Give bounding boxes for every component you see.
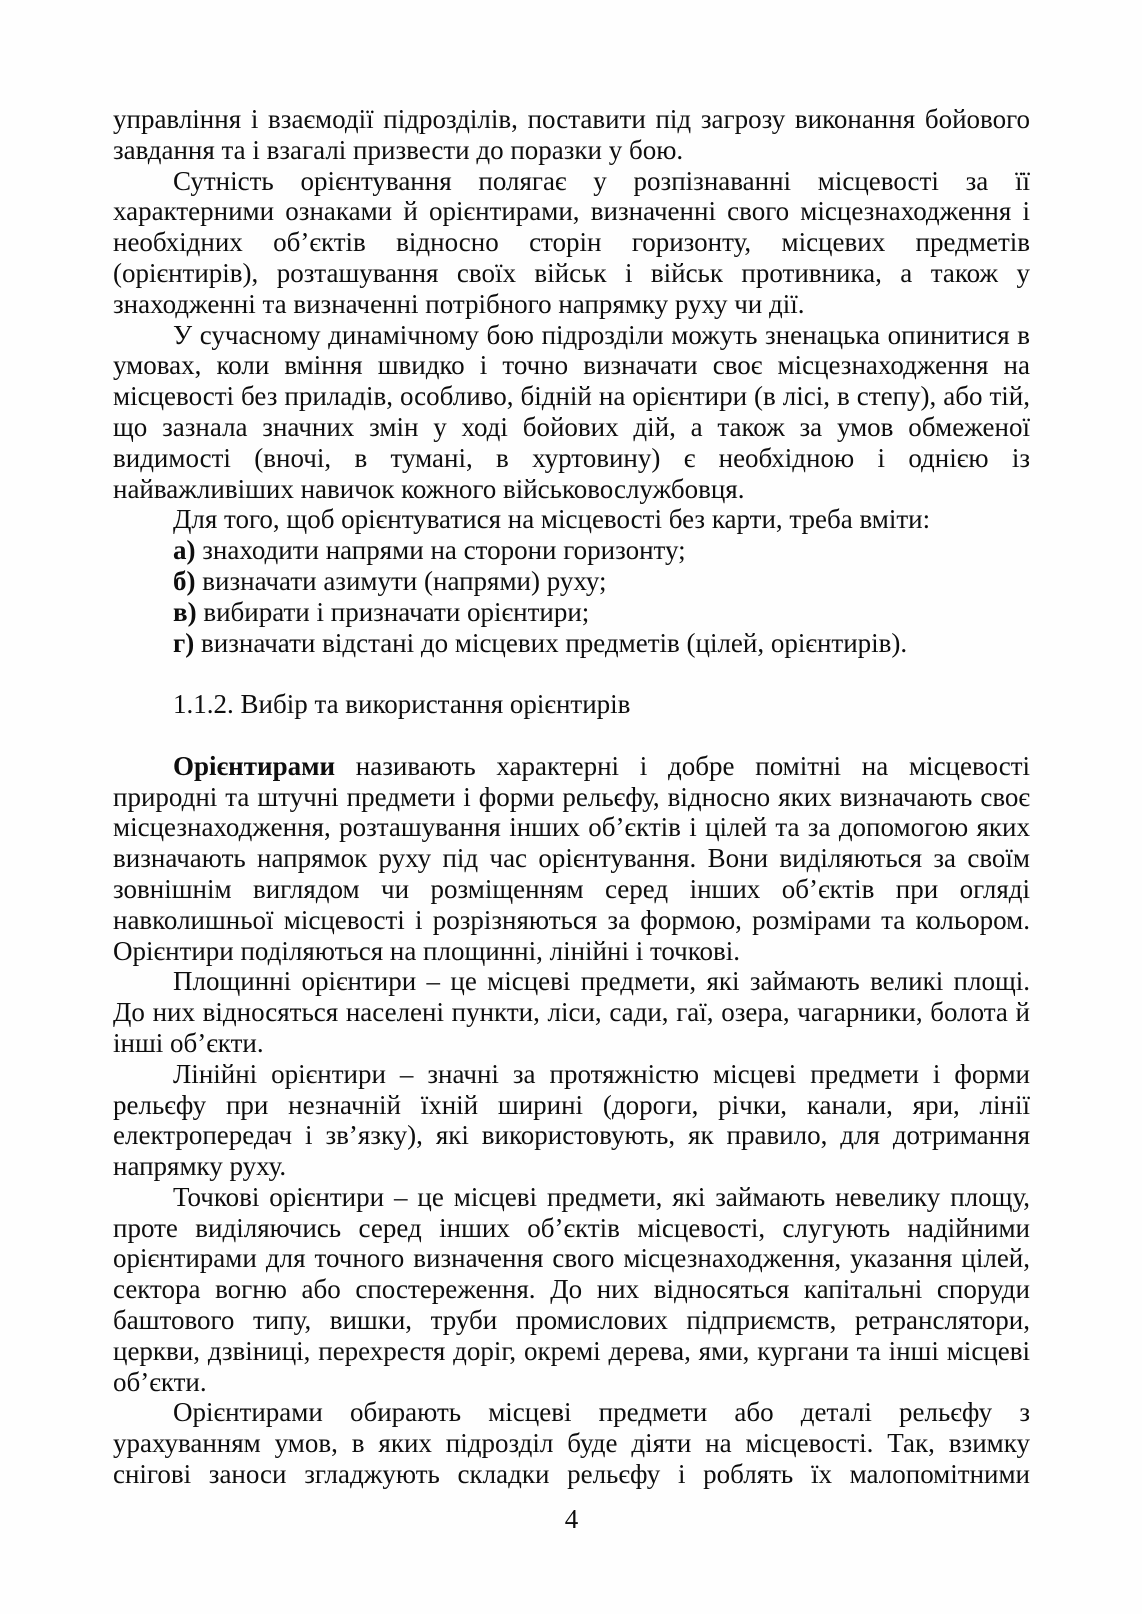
ability-list bbox=[113, 535, 1030, 658]
paragraph-lead-word: Орієнтирами bbox=[173, 750, 336, 781]
list-item-a bbox=[113, 535, 1030, 566]
list-marker-a: а) bbox=[173, 535, 196, 566]
list-item-v bbox=[113, 597, 1030, 628]
list-text-v: вибирати і призначати орієнтири; bbox=[203, 596, 590, 627]
paragraph-vybir-oriientyriv: Орієнтирами обирають місцеві предмети або деталі рельєфу з урахуванням умов, в яких підрозділ буде діяти на місцевості. Так, взимку снігові заноси згладжують складки рельєфу і роблять їх малопомітними bbox=[113, 1397, 1030, 1490]
paragraph-intro-continuation: управління і взаємодії підрозділів, поставити під загрозу виконання бойового завдання та і взагалі призвести до поразки у бою. bbox=[113, 104, 1030, 165]
page-number: 4 bbox=[564, 1503, 579, 1534]
paragraph-liniini-oriientyry: Лінійні орієнтири – значні за протяжністю місцеві предмети і форми рельєфу при незначній їхній ширині (дороги, річки, канали, яри, лінії електропередач і зв’язку), які використовують, як правило, для дотримання напрямку руху. bbox=[113, 1058, 1030, 1182]
list-text-a: знаходити напрями на сторони горизонту; bbox=[202, 535, 686, 566]
paragraph-ploshchynni-oriientyry: Площинні орієнтири – це місцеві предмети, які займають великі площі. До них відносяться населені пункти, ліси, сади, гаї, озера, чагарники, болота й інші об’єкти. bbox=[113, 966, 1030, 1058]
list-marker-g: г) bbox=[173, 627, 195, 658]
list-marker-v: в) bbox=[173, 596, 197, 627]
list-marker-b: б) bbox=[173, 565, 196, 596]
list-text-b: визначати азимути (напрями) руху; bbox=[202, 565, 607, 596]
paragraph-oriientyry-definition bbox=[113, 751, 1030, 967]
paragraph-lead-rest: називають характерні і добре помітні на місцевості природні та штучні предмети і форми рельєфу, відносно яких визначають своє місцезнаходження, розташування інших об’єктів і цілей та за допомогою яких визначають напрямок руху під час орієнтування. Вони виділяються за своїм зовнішнім виглядом чи розміщенням серед інших об’єктів при огляді навколишньої місцевості і розрізняються за формою, розмірами та кольором. Орієнтири поділяються на площинні, лінійні і точкові. bbox=[113, 750, 1031, 966]
list-item-b bbox=[113, 566, 1030, 597]
list-item-g bbox=[113, 628, 1030, 659]
paragraph-sutnist-oriientuvannia: Сутність орієнтування полягає у розпізнаванні місцевості за її характерними ознаками й орієнтирами, визначенні свого місцезнаходження і необхідних об’єктів відносно сторін горизонту, місцевих предметів (орієнтирів), розташування своїх військ і військ противника, а також у знаходженні та визначенні потрібного напрямку руху чи дії. bbox=[113, 165, 1030, 319]
list-intro: Для того, щоб орієнтуватися на місцевості без карти, треба вміти: bbox=[173, 504, 931, 535]
paragraph-suchasnyi-biy: У сучасному динамічному бою підрозділи можуть зненацька опинитися в умовах, коли вміння швидко і точно визначати своє місцезнаходження на місцевості без приладів, особливо, бідній на орієнтири (в лісі, в степу), або тій, що зазнала значних змін у ході бойових дій, а також за умов обмеженої видимості (вночі, в тумані, в хуртовину) є необхідною і однією із найважливіших навичок кожного військовослужбовця. bbox=[113, 319, 1030, 504]
list-text-g: визначати відстані до місцевих предметів (цілей, орієнтирів). bbox=[201, 627, 908, 658]
section-heading: 1.1.2. Вибір та використання орієнтирів bbox=[173, 689, 631, 720]
paragraph-tochkovi-oriientyry: Точкові орієнтири – це місцеві предмети, які займають невелику площу, проте виділяючись серед інших об’єктів місцевості, слугують надійними орієнтирами для точного визначення свого місцезнаходження, указання цілей, сектора вогню або спостереження. До них відносяться капітальні споруди баштового типу, вишки, труби промислових підприємств, ретранслятори, церкви, дзвіниці, перехрестя доріг, окремі дерева, ями, кургани та інші місцеві об’єкти. bbox=[113, 1181, 1030, 1397]
